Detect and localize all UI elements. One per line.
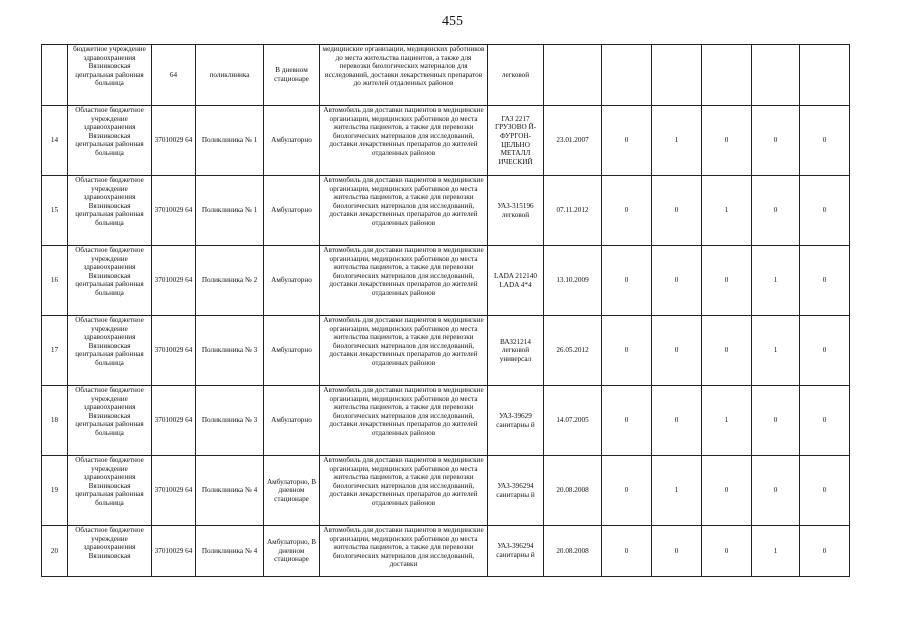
count-cell-2: 1 [652,456,702,526]
inn-cell: 37010029 64 [152,526,196,577]
vehicle-model-cell: ВАЗ21214 легковой универсал [488,316,544,386]
care-form-cell: Амбулаторно, В дневном стационаре [264,526,320,577]
count-cell-4: 0 [752,106,800,176]
count-cell-1: 0 [602,106,652,176]
count-cell-4: 1 [752,246,800,316]
organization-cell: Областное бюджетное учреждение здравоохранения Вязниковская центральная районная больница [68,386,152,456]
count-cell-3: 0 [702,106,752,176]
vehicle-model-cell: ГАЗ 2217 ГРУЗОВО Й-ФУРГОН-ЦЕЛЬНО МЕТАЛЛ ИЧЕСКИЙ [488,106,544,176]
organization-cell: Областное бюджетное учреждение здравоохранения Вязниковская центральная районная больница [68,176,152,246]
unit-cell: Поликлиника № 4 [196,456,264,526]
unit-cell: Поликлиника № 4 [196,526,264,577]
count-cell-2: 1 [652,106,702,176]
vehicle-purpose-cell: Автомобиль для доставки пациентов в медицинские организации, медицинских работников до места жительства пациентов, а также для перевозки биологических материалов для исследований, доставки лекарственных препаратов до жителей отдаленных районов [320,386,488,456]
count-cell-1: 0 [602,386,652,456]
count-cell-3 [702,45,752,106]
unit-cell: Поликлиника № 1 [196,106,264,176]
row-number-cell: 17 [42,316,68,386]
table-row [42,246,850,316]
table-row [42,176,850,246]
inn-cell: 64 [152,45,196,106]
count-cell-2: 0 [652,176,702,246]
release-date-cell: 26.05.2012 [544,316,602,386]
vehicle-purpose-cell: Автомобиль для доставки пациентов в медицинские организации, медицинских работников до места жительства пациентов, а также для перевозки биологических материалов для исследований, доставки [320,526,488,577]
count-cell-3: 0 [702,456,752,526]
inn-cell: 37010029 64 [152,176,196,246]
count-cell-4 [752,45,800,106]
vehicle-purpose-cell: Автомобиль для доставки пациентов в медицинские организации, медицинских работников до места жительства пациентов, а также для перевозки биологических материалов для исследований, доставки лекарственных препаратов до жителей отдаленных районов [320,176,488,246]
organization-cell: Областное бюджетное учреждение здравоохранения Вязниковская центральная районная больница [68,106,152,176]
count-cell-5 [800,45,850,106]
count-cell-2: 0 [652,246,702,316]
vehicle-registry-table [41,44,850,577]
vehicle-model-cell: УАЗ-39629 санитарны й [488,386,544,456]
row-number-cell: 20 [42,526,68,577]
inn-cell: 37010029 64 [152,316,196,386]
row-number-cell: 19 [42,456,68,526]
table-row [42,386,850,456]
vehicle-model-cell: УАЗ-396294 санитарны й [488,456,544,526]
care-form-cell: Амбулаторно [264,176,320,246]
count-cell-1: 0 [602,526,652,577]
count-cell-5: 0 [800,106,850,176]
row-number-cell: 18 [42,386,68,456]
unit-cell: Поликлиника № 1 [196,176,264,246]
count-cell-4: 1 [752,316,800,386]
vehicle-model-cell: LADA 212140 LADA 4*4 [488,246,544,316]
care-form-cell: Амбулаторно [264,316,320,386]
vehicle-purpose-cell: Автомобиль для доставки пациентов в медицинские организации, медицинских работников до места жительства пациентов, а также для перевозки биологических материалов для исследований, доставки лекарственных препаратов до жителей отдаленных районов [320,316,488,386]
care-form-cell: Амбулаторно [264,246,320,316]
unit-cell: Поликлиника № 3 [196,316,264,386]
count-cell-3: 0 [702,316,752,386]
count-cell-1: 0 [602,176,652,246]
count-cell-5: 0 [800,246,850,316]
count-cell-2: 0 [652,386,702,456]
count-cell-4: 1 [752,526,800,577]
unit-cell: Поликлиника № 2 [196,246,264,316]
count-cell-5: 0 [800,526,850,577]
row-number-cell: 16 [42,246,68,316]
inn-cell: 37010029 64 [152,386,196,456]
table-row [42,316,850,386]
count-cell-3: 0 [702,246,752,316]
row-number-cell: 14 [42,106,68,176]
count-cell-3: 1 [702,386,752,456]
count-cell-2: 0 [652,526,702,577]
vehicle-purpose-cell: Автомобиль для доставки пациентов в медицинские организации, медицинских работников до места жительства пациентов, а также для перевозки биологических материалов для исследований, доставки лекарственных препаратов до жителей отдаленных районов [320,246,488,316]
table-row [42,106,850,176]
organization-cell: Областное бюджетное учреждение здравоохранения Вязниковская центральная районная больница [68,456,152,526]
row-number-cell: 15 [42,176,68,246]
release-date-cell: 13.10.2009 [544,246,602,316]
organization-cell: бюджетное учреждение здравоохранения Вязниковская центральная районная больница [68,45,152,106]
table-body [42,45,850,577]
release-date-cell: 23.01.2007 [544,106,602,176]
count-cell-4: 0 [752,176,800,246]
count-cell-1: 0 [602,456,652,526]
release-date-cell: 14.07.2005 [544,386,602,456]
vehicle-purpose-cell: медицинские организации, медицинских работников до места жительства пациентов, а также для перевозки биологических материалов для исследований, доставки лекарственных препаратов до жителей отдаленных районов [320,45,488,106]
care-form-cell: Амбулаторно [264,386,320,456]
count-cell-1: 0 [602,246,652,316]
vehicle-model-cell: легковой [488,45,544,106]
vehicle-model-cell: УАЗ-315196 легковой [488,176,544,246]
page-number: 455 [442,14,463,29]
table-row [42,45,850,106]
vehicle-purpose-cell: Автомобиль для доставки пациентов в медицинские организации, медицинских работников до места жительства пациентов, а также для перевозки биологических материалов для исследований, доставки лекарственных препаратов до жителей отдаленных районов [320,106,488,176]
unit-cell: Поликлиника № 3 [196,386,264,456]
count-cell-3: 1 [702,176,752,246]
organization-cell: Областное бюджетное учреждение здравоохранения Вязниковская центральная районная больница [68,316,152,386]
count-cell-2: 0 [652,316,702,386]
count-cell-5: 0 [800,176,850,246]
count-cell-1 [602,45,652,106]
count-cell-4: 0 [752,386,800,456]
row-number-cell [42,45,68,106]
count-cell-5: 0 [800,316,850,386]
care-form-cell: Амбулаторно, В дневном стационаре [264,456,320,526]
organization-cell: Областное бюджетное учреждение здравоохранения Вязниковская центральная районная больница [68,246,152,316]
vehicle-purpose-cell: Автомобиль для доставки пациентов в медицинские организации, медицинских работников до места жительства пациентов, а также для перевозки биологических материалов для исследований, доставки лекарственных препаратов до жителей отдаленных районов [320,456,488,526]
inn-cell: 37010029 64 [152,456,196,526]
release-date-cell: 20.08.2008 [544,526,602,577]
count-cell-3: 0 [702,526,752,577]
unit-cell: поликлиника [196,45,264,106]
count-cell-4: 0 [752,456,800,526]
inn-cell: 37010029 64 [152,106,196,176]
count-cell-2 [652,45,702,106]
inn-cell: 37010029 64 [152,246,196,316]
table-row [42,456,850,526]
release-date-cell: 07.11.2012 [544,176,602,246]
count-cell-1: 0 [602,316,652,386]
table-row [42,526,850,577]
care-form-cell: В дневном стационаре [264,45,320,106]
count-cell-5: 0 [800,386,850,456]
care-form-cell: Амбулаторно [264,106,320,176]
release-date-cell: 20.08.2008 [544,456,602,526]
release-date-cell [544,45,602,106]
count-cell-5: 0 [800,456,850,526]
organization-cell: Областное бюджетное учреждение здравоохранения Вязниковская [68,526,152,577]
vehicle-model-cell: УАЗ-396294 санитарны й [488,526,544,577]
